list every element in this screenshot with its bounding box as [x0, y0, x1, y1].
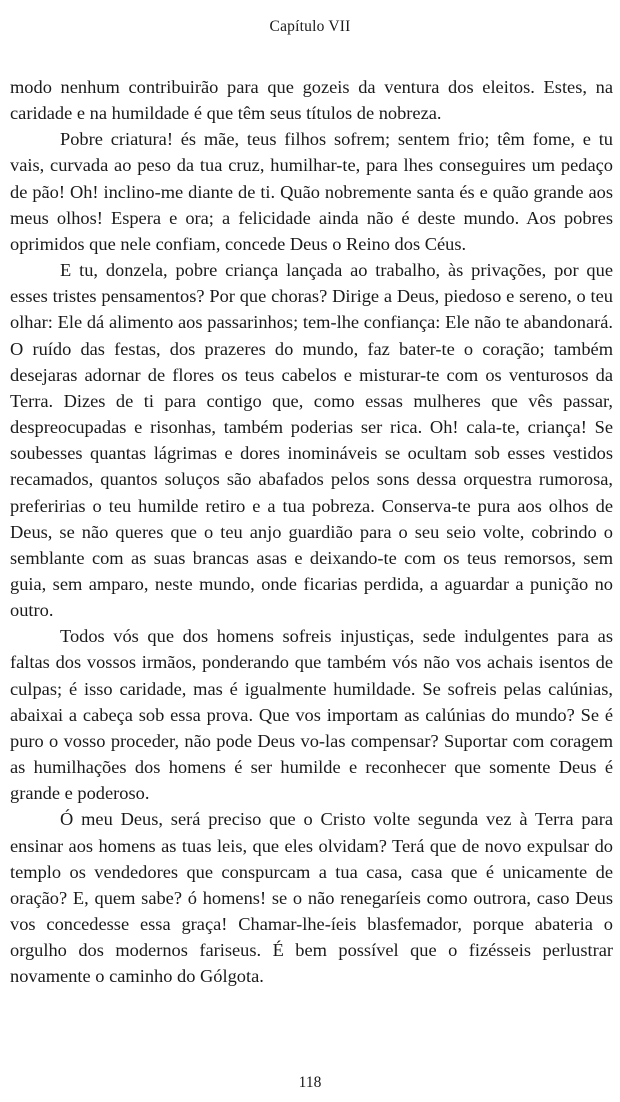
page-number: 118 — [298, 1074, 322, 1091]
paragraph: Todos vós que dos homens sofreis injustiças, sede indulgentes para as faltas dos vossos irmãos, ponderando que também vós não vos achais isentos de culpas; é isso caridade, mas é igualmente humildade. Se sofreis pelas calúnias, abaixai a cabeça sob essa prova. Que vos importam as calúnias do mundo? Se é puro o vosso proceder, não pode Deus vo-las compensar? Suportar com coragem as humilhações dos homens é ser humilde e reconhecer que somente Deus é grande e poderoso. — [10, 626, 613, 804]
paragraph: E tu, donzela, pobre criança lançada ao trabalho, às privações, por que esses tristes pensamentos? Por que choras? Dirige a Deus, piedoso e sereno, o teu olhar: Ele dá alimento aos passarinhos; tem-lhe confiança: Ele não te abandonará. O ruído das festas, dos prazeres do mundo, faz bater-te o coração; também desejaras adornar de flores os teus cabelos e misturar-te com os venturosos da Terra. Dizes de ti para contigo que, como essas mulheres que vês passar, despreocupadas e risonhas, também poderias ser rica. Oh! cala-te, criança! Se soubesses quantas lágrimas e dores inomináveis se ocultam sob esses vestidos recamados, quantos soluços são abafados pelos sons dessa orquestra rumorosa, preferirias o teu humilde retiro e a tua pobreza. Conserva-te pura aos olhos de Deus, se não queres que o teu anjo guardião para o seu seio volte, cobrindo o semblante com as suas brancas asas e deixando-te com os teus remorsos, sem guia, sem amparo, neste mundo, onde ficarias perdida, a aguardar a punição no outro. — [10, 260, 613, 621]
chapter-header: Capítulo VII — [269, 18, 351, 35]
body-text — [10, 74, 613, 989]
paragraph: Pobre criatura! és mãe, teus filhos sofrem; sentem frio; têm fome, e tu vais, curvada ao peso da tua cruz, humilhar-te, para lhes conseguires um pedaço de pão! Oh! inclino-me diante de ti. Quão nobremente santa és e quão grande aos meus olhos! Espera e ora; a felicidade ainda não é deste mundo. Aos pobres oprimidos que nele confiam, concede Deus o Reino dos Céus. — [10, 129, 613, 254]
paragraph-continuation: modo nenhum contribuirão para que gozeis da ventura dos eleitos. Estes, na caridade e na humildade é que têm seus títulos de nobreza. — [10, 77, 613, 124]
paragraph: Ó meu Deus, será preciso que o Cristo volte segunda vez à Terra para ensinar aos homens as tuas leis, que eles olvidam? Terá que de novo expulsar do templo os vendedores que conspurcam a tua casa, casa que é unicamente de oração? E, quem sabe? ó homens! se o não renegaríeis como outrora, caso Deus vos concedesse essa graça! Chamar-lhe-íeis blasfemador, porque abateria o orgulho dos modernos fariseus. É bem possível que o fizésseis perlustrar novamente o caminho do Gólgota. — [10, 809, 613, 987]
